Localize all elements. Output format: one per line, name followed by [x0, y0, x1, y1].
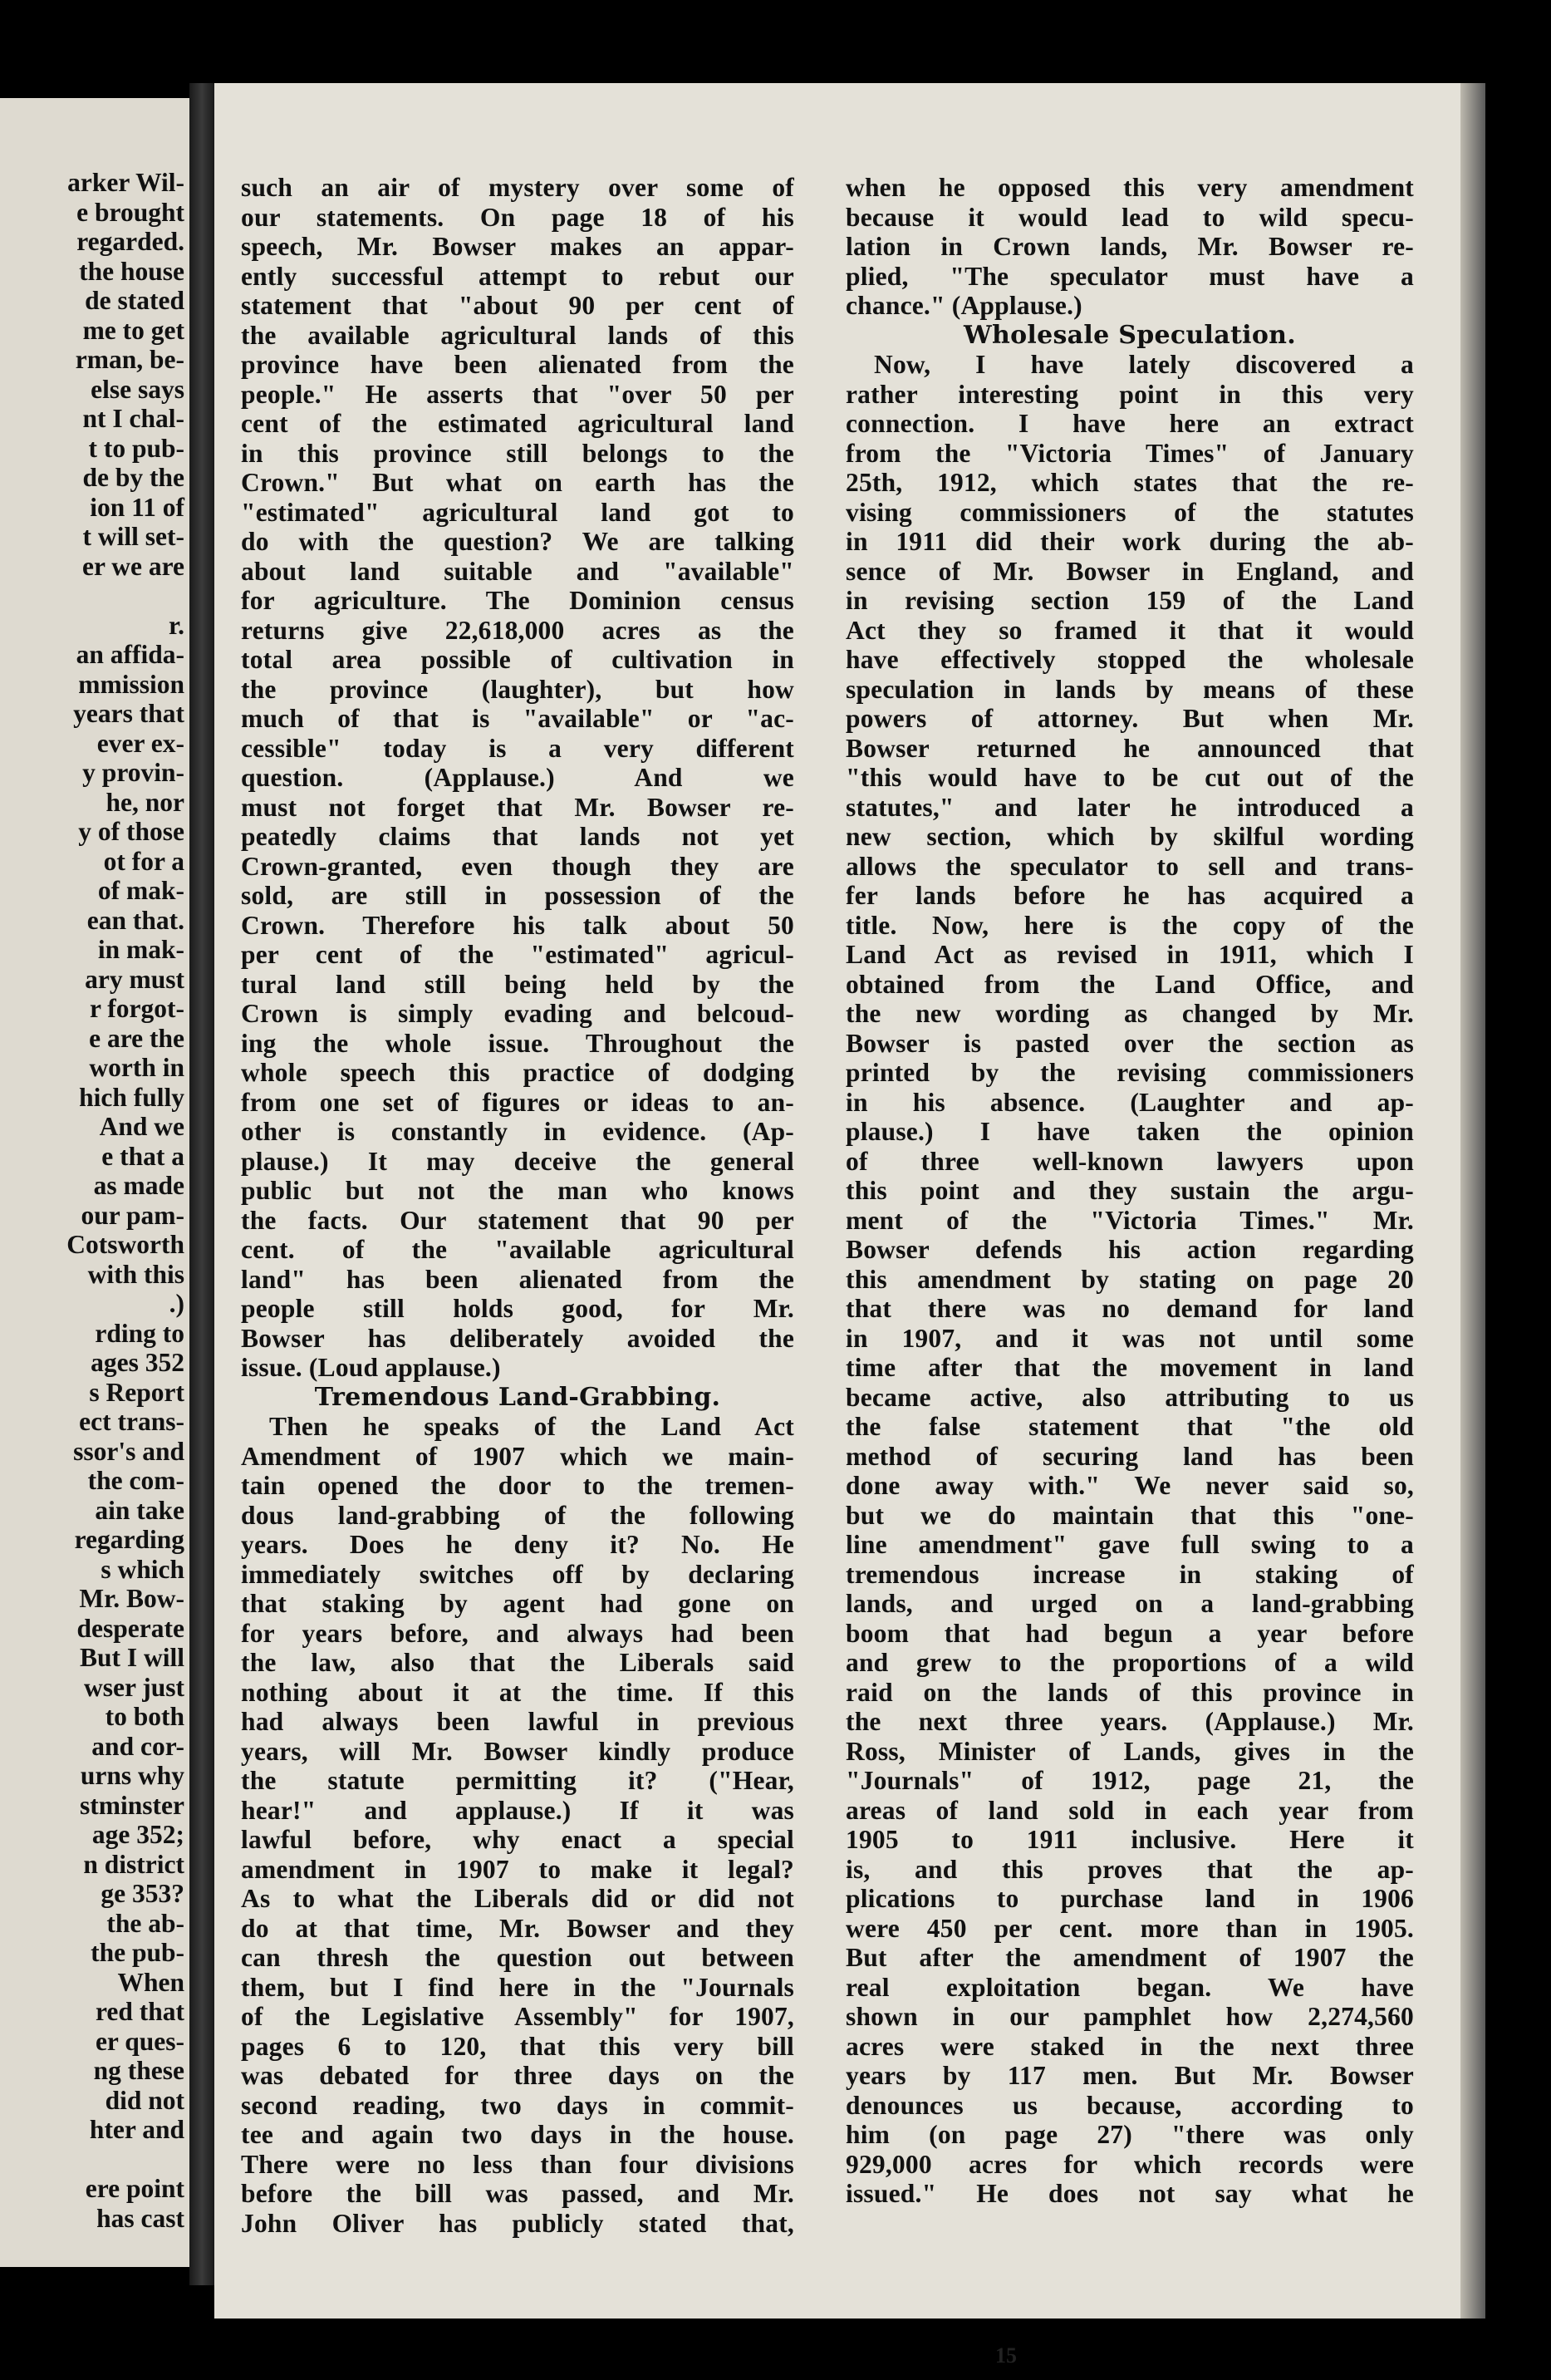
- text-line: Now, I have lately discovered a: [874, 350, 1414, 379]
- text-line: that there was no demand for land: [846, 1294, 1414, 1323]
- text-line: about land suitable and "available": [241, 556, 794, 586]
- text-line: had always been lawful in previous: [241, 1707, 794, 1736]
- text-line: ently successful attempt to rebut our: [241, 261, 794, 291]
- fragment-line: in mak-: [97, 935, 184, 964]
- text-line: became active, also attributing to us: [846, 1382, 1414, 1412]
- text-line: do with the question? We are talking: [241, 527, 794, 556]
- fragment-line: [2, 581, 184, 611]
- text-line: connection. I have here an extract: [846, 409, 1414, 438]
- fragment-line: y provin-: [82, 758, 184, 787]
- text-line: fer lands before he has acquired a: [846, 881, 1414, 910]
- text-line: Bowser defends his action regarding: [846, 1235, 1414, 1264]
- text-line: 929,000 acres for which records were: [846, 2149, 1414, 2179]
- text-line: done away with." We never said so,: [846, 1471, 1414, 1500]
- text-line: is, and this proves that the ap-: [846, 1854, 1414, 1884]
- text-line: areas of land sold in each year from: [846, 1795, 1414, 1825]
- text-line: obtained from the Land Office, and: [846, 969, 1414, 999]
- text-line: issue. (Loud applause.): [241, 1353, 501, 1382]
- section-heading: Tremendous Land-Grabbing.: [314, 1382, 721, 1412]
- text-line: our statements. On page 18 of his: [241, 202, 794, 232]
- text-line: ing the whole issue. Throughout the: [241, 1028, 794, 1058]
- fragment-line: wser just: [83, 1672, 184, 1702]
- text-line: cent of the estimated agricultural land: [241, 409, 794, 438]
- text-line: vising commissioners of the statutes: [846, 497, 1414, 527]
- text-line: tremendous increase in staking of: [846, 1559, 1414, 1589]
- text-line: returns give 22,618,000 acres as the: [241, 615, 794, 645]
- text-line: Crown." But what on earth has the: [241, 468, 794, 497]
- fragment-line: ever ex-: [96, 728, 184, 758]
- text-line: lawful before, why enact a special: [241, 1825, 794, 1854]
- fragment-line: y of those: [78, 817, 184, 846]
- fragment-line: s Report: [89, 1377, 184, 1407]
- text-line: peatedly claims that lands not yet: [241, 822, 794, 851]
- text-line: do at that time, Mr. Bowser and they: [241, 1913, 794, 1943]
- text-line: plied, "The speculator must have a: [846, 261, 1414, 291]
- text-line: new section, which by skilful wording: [846, 822, 1414, 851]
- fragment-line: e brought: [76, 197, 184, 227]
- fragment-line: desperate: [76, 1613, 184, 1643]
- text-line: chance." (Applause.): [846, 291, 1082, 320]
- text-line: line amendment" gave full swing to a: [846, 1530, 1414, 1559]
- text-line: the next three years. (Applause.) Mr.: [846, 1707, 1414, 1736]
- text-line: title. Now, here is the copy of the: [846, 910, 1414, 940]
- fragment-line: ean that.: [86, 905, 184, 935]
- text-line: much of that is "available" or "ac-: [241, 704, 794, 733]
- page-number: 15: [995, 2343, 1017, 2368]
- text-line: question. (Applause.) And we: [241, 763, 794, 792]
- fragment-line: urns why: [80, 1761, 184, 1790]
- text-line: Land Act as revised in 1911, which I: [846, 940, 1414, 969]
- fragment-line: ssor's and: [73, 1436, 184, 1466]
- text-line: for years before, and always had been: [241, 1618, 794, 1648]
- text-line: this point and they sustain the argu-: [846, 1176, 1414, 1205]
- fragment-line: ages 352: [91, 1348, 184, 1377]
- text-line: 25th, 1912, which states that the re-: [846, 468, 1414, 497]
- text-line: John Oliver has publicly stated that,: [241, 2208, 794, 2238]
- fragment-line: red that: [95, 1997, 184, 2026]
- text-line: from the "Victoria Times" of January: [846, 438, 1414, 468]
- text-line: other is constantly in evidence. (Ap-: [241, 1117, 794, 1146]
- fragment-line: as made: [93, 1171, 184, 1200]
- text-line: them, but I find here in the "Journals: [241, 1972, 794, 2002]
- text-line: in 1907, and it was not until some: [846, 1323, 1414, 1353]
- fragment-line: er ques-: [95, 2026, 184, 2056]
- fragment-line: age 352;: [91, 1820, 184, 1849]
- text-line: the law, also that the Liberals said: [241, 1648, 794, 1677]
- text-line: that staking by agent had gone on: [241, 1589, 794, 1618]
- fragment-line: has cast: [96, 2203, 184, 2233]
- text-line: printed by the revising commissioners: [846, 1058, 1414, 1087]
- text-line: lands, and urged on a land-grabbing: [846, 1589, 1414, 1618]
- text-line: have effectively stopped the wholesale: [846, 645, 1414, 674]
- text-line: this amendment by stating on page 20: [846, 1264, 1414, 1294]
- fragment-line: regarding: [74, 1525, 184, 1554]
- text-line: 1905 to 1911 inclusive. Here it: [846, 1825, 1414, 1854]
- text-line: plause.) I have taken the opinion: [846, 1117, 1414, 1146]
- text-line: the province (laughter), but how: [241, 674, 794, 704]
- fragment-line: and cor-: [91, 1731, 184, 1761]
- text-line: such an air of mystery over some of: [241, 173, 794, 202]
- text-line: land" has been alienated from the: [241, 1264, 794, 1294]
- fragment-line: regarded.: [76, 227, 184, 256]
- text-line: years by 117 men. But Mr. Bowser: [846, 2061, 1414, 2090]
- document-page: [214, 83, 1460, 2368]
- fragment-line: else says: [91, 374, 184, 404]
- text-line: in this province still belongs to the: [241, 438, 794, 468]
- fragment-line: did not: [105, 2085, 184, 2115]
- text-line: Act they so framed it that it would: [846, 615, 1414, 645]
- text-line: in 1911 did their work during the ab-: [846, 527, 1414, 556]
- text-line: total area possible of cultivation in: [241, 645, 794, 674]
- text-line: speculation in lands by means of these: [846, 674, 1414, 704]
- text-line: him (on page 27) "there was only: [846, 2120, 1414, 2149]
- fragment-line: worth in: [89, 1053, 184, 1082]
- fragment-line: When: [117, 1967, 184, 1997]
- page-edge: [1460, 83, 1485, 2319]
- fragment-line: ng these: [93, 2056, 184, 2085]
- fragment-line: de by the: [82, 463, 184, 492]
- section-heading: Wholesale Speculation.: [963, 320, 1296, 350]
- text-line: Crown. Therefore his talk about 50: [241, 910, 794, 940]
- fragment-line: the pub-: [91, 1938, 184, 1967]
- text-line: the available agricultural lands of this: [241, 320, 794, 350]
- fragment-line: the house: [79, 256, 184, 286]
- text-line: sold, are still in possession of the: [241, 881, 794, 910]
- fragment-line: Mr. Bow-: [79, 1584, 184, 1613]
- fragment-line: Cotsworth: [66, 1230, 184, 1259]
- text-line: was debated for three days on the: [241, 2061, 794, 2090]
- text-line: There were no less than four divisions: [241, 2149, 794, 2179]
- text-line: issued." He does not say what he: [846, 2179, 1414, 2208]
- previous-page-text: [2, 168, 184, 2233]
- text-line: powers of attorney. But when Mr.: [846, 704, 1414, 733]
- fragment-line: ect trans-: [79, 1407, 184, 1436]
- text-line: dous land-grabbing of the following: [241, 1500, 794, 1530]
- text-line: Bowser has deliberately avoided the: [241, 1323, 794, 1353]
- fragment-line: And we: [99, 1112, 184, 1141]
- text-line: sence of Mr. Bowser in England, and: [846, 556, 1414, 586]
- text-line: per cent of the "estimated" agricul-: [241, 940, 794, 969]
- text-line: time after that the movement in land: [846, 1353, 1414, 1382]
- text-line: but we do maintain that this "one-: [846, 1500, 1414, 1530]
- text-line: plications to purchase land in 1906: [846, 1884, 1414, 1913]
- text-line: public but not the man who knows: [241, 1176, 794, 1205]
- fragment-line: But I will: [79, 1643, 184, 1672]
- text-line: But after the amendment of 1907 the: [846, 1943, 1414, 1972]
- fragment-line: to both: [105, 1702, 184, 1731]
- fragment-line: t will set-: [82, 522, 184, 551]
- text-line: the facts. Our statement that 90 per: [241, 1205, 794, 1235]
- text-line: tee and again two days in the house.: [241, 2120, 794, 2149]
- text-line: real exploitation began. We have: [846, 1972, 1414, 2002]
- book-gutter: [189, 83, 214, 2285]
- text-line: years. Does he deny it? No. He: [241, 1530, 794, 1559]
- text-line: second reading, two days in commit-: [241, 2090, 794, 2120]
- left-column: [241, 173, 794, 2238]
- fragment-line: an affida-: [76, 640, 184, 669]
- fragment-line: years that: [73, 699, 184, 728]
- text-line: because it would lead to wild specu-: [846, 202, 1414, 232]
- text-line: of three well-known lawyers upon: [846, 1146, 1414, 1176]
- text-line: Amendment of 1907 which we main-: [241, 1441, 794, 1471]
- fragment-line: ary must: [85, 964, 184, 994]
- text-line: acres were staked in the next three: [846, 2031, 1414, 2061]
- text-line: before the bill was passed, and Mr.: [241, 2179, 794, 2208]
- text-line: method of securing land has been: [846, 1441, 1414, 1471]
- text-line: in his absence. (Laughter and ap-: [846, 1087, 1414, 1117]
- fragment-line: rding to: [95, 1318, 184, 1348]
- fragment-line: r forgot-: [90, 994, 184, 1023]
- text-line: tural land still being held by the: [241, 969, 794, 999]
- text-line: immediately switches off by declaring: [241, 1559, 794, 1589]
- text-line: shown in our pamphlet how 2,274,560: [846, 2002, 1414, 2031]
- fragment-line: ot for a: [103, 846, 184, 876]
- text-line: of the Legislative Assembly" for 1907,: [241, 2002, 794, 2031]
- fragment-line: nt I chal-: [82, 404, 184, 433]
- text-line: cent. of the "available agricultural: [241, 1235, 794, 1264]
- fragment-line: rman, be-: [75, 345, 184, 374]
- fragment-line: our pam-: [81, 1200, 184, 1230]
- text-line: can thresh the question out between: [241, 1943, 794, 1972]
- text-line: speech, Mr. Bowser makes an appar-: [241, 232, 794, 261]
- fragment-line: of mak-: [97, 876, 184, 905]
- text-line: must not forget that Mr. Bowser re-: [241, 792, 794, 822]
- fragment-line: ain take: [95, 1495, 184, 1525]
- text-line: province have been alienated from the: [241, 350, 794, 379]
- fragment-line: the ab-: [106, 1908, 184, 1938]
- fragment-line: stminster: [80, 1790, 184, 1820]
- text-line: people still holds good, for Mr.: [241, 1294, 794, 1323]
- text-line: plause.) It may deceive the general: [241, 1146, 794, 1176]
- text-line: Ross, Minister of Lands, gives in the: [846, 1736, 1414, 1766]
- fragment-line: me to get: [82, 315, 184, 345]
- text-line: tain opened the door to the tremen-: [241, 1471, 794, 1500]
- text-line: when he opposed this very amendment: [846, 173, 1414, 202]
- text-line: people." He asserts that "over 50 per: [241, 379, 794, 409]
- text-line: hear!" and applause.) If it was: [241, 1795, 794, 1825]
- text-line: years, will Mr. Bowser kindly produce: [241, 1736, 794, 1766]
- text-line: pages 6 to 120, that this very bill: [241, 2031, 794, 2061]
- fragment-line: ion 11 of: [90, 492, 184, 522]
- fragment-line: hich fully: [79, 1082, 184, 1112]
- fragment-line: he, nor: [106, 787, 184, 817]
- fragment-line: ere point: [85, 2174, 184, 2203]
- text-line: statutes," and later he introduced a: [846, 792, 1414, 822]
- fragment-line: the com-: [87, 1466, 184, 1495]
- text-line: and grew to the proportions of a wild: [846, 1648, 1414, 1677]
- text-line: lation in Crown lands, Mr. Bowser re-: [846, 232, 1414, 261]
- text-line: the false statement that "the old: [846, 1412, 1414, 1441]
- text-line: from one set of figures or ideas to an-: [241, 1087, 794, 1117]
- text-line: the new wording as changed by Mr.: [846, 999, 1414, 1028]
- text-line: denounces us because, according to: [846, 2090, 1414, 2120]
- text-line: the statute permitting it? ("Hear,: [241, 1766, 794, 1795]
- text-line: cessible" today is a very different: [241, 733, 794, 763]
- text-line: allows the speculator to sell and trans-: [846, 851, 1414, 881]
- fragment-line: e are the: [89, 1023, 184, 1053]
- text-line: "estimated" agricultural land got to: [241, 497, 794, 527]
- fragment-line: t to pub-: [88, 433, 184, 463]
- fragment-line: de stated: [85, 286, 184, 315]
- fragment-line: ge 353?: [101, 1879, 184, 1908]
- previous-page-strip: [0, 98, 189, 2267]
- text-line: statement that "about 90 per cent of: [241, 291, 794, 320]
- text-line: "this would have to be cut out of the: [846, 763, 1414, 792]
- text-line: Crown-granted, even though they are: [241, 851, 794, 881]
- text-line: amendment in 1907 to make it legal?: [241, 1854, 794, 1884]
- fragment-line: [2, 2145, 184, 2175]
- text-line: whole speech this practice of dodging: [241, 1058, 794, 1087]
- text-line: raid on the lands of this province in: [846, 1677, 1414, 1707]
- fragment-line: er we are: [81, 551, 184, 581]
- fragment-line: mmission: [78, 669, 184, 699]
- fragment-line: e that a: [101, 1141, 184, 1171]
- text-line: "Journals" of 1912, page 21, the: [846, 1766, 1414, 1795]
- text-line: Bowser is pasted over the section as: [846, 1028, 1414, 1058]
- text-line: As to what the Liberals did or did not: [241, 1884, 794, 1913]
- text-line: boom that had begun a year before: [846, 1618, 1414, 1648]
- fragment-line: hter and: [89, 2115, 184, 2144]
- text-line: for agriculture. The Dominion census: [241, 586, 794, 615]
- text-line: in revising section 159 of the Land: [846, 586, 1414, 615]
- fragment-line: arker Wil-: [67, 168, 184, 197]
- fragment-line: r.: [169, 610, 184, 640]
- right-column: [846, 173, 1414, 2209]
- text-line: rather interesting point in this very: [846, 379, 1414, 409]
- text-line: Then he speaks of the Land Act: [269, 1412, 794, 1441]
- fragment-line: s which: [101, 1554, 184, 1584]
- text-line: nothing about it at the time. If this: [241, 1677, 794, 1707]
- fragment-line: with this: [87, 1259, 184, 1289]
- fragment-line: n district: [83, 1849, 184, 1879]
- text-line: Crown is simply evading and belcoud-: [241, 999, 794, 1028]
- text-line: Bowser returned he announced that: [846, 733, 1414, 763]
- text-line: were 450 per cent. more than in 1905.: [846, 1913, 1414, 1943]
- fragment-line: .): [169, 1289, 184, 1318]
- text-line: ment of the "Victoria Times." Mr.: [846, 1205, 1414, 1235]
